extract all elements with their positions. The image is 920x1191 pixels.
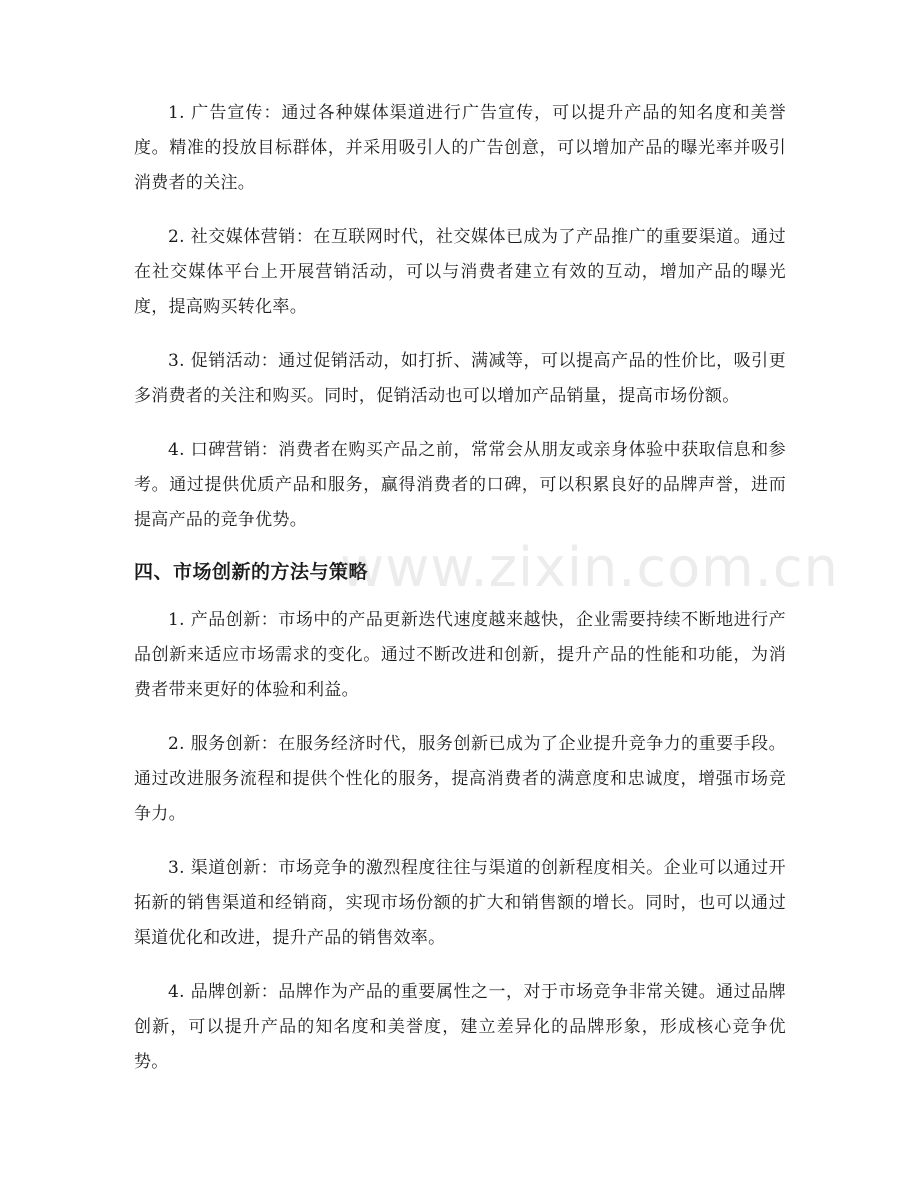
- paragraph-channel-innovation: 3. 渠道创新：市场竞争的激烈程度往往与渠道的创新程度相关。企业可以通过开拓新的销售渠道和经销商，实现市场份额的扩大和销售额的增长。同时，也可以通过渠道优化和改进，提升产品的销售效率。: [134, 858, 786, 948]
- document-body: [134, 96, 786, 1099]
- paragraph-social-media-marketing: 2. 社交媒体营销：在互联网时代，社交媒体已成为了产品推广的重要渠道。通过在社交媒体平台上开展营销活动，可以与消费者建立有效的互动，增加产品的曝光度，提高购买转化率。: [134, 227, 786, 317]
- paragraph-service-innovation: 2. 服务创新：在服务经济时代，服务创新已成为了企业提升竞争力的重要手段。通过改进服务流程和提供个性化的服务，提高消费者的满意度和忠诚度，增强市场竞争力。: [134, 734, 786, 824]
- paragraph-word-of-mouth: 4. 口碑营销：消费者在购买产品之前，常常会从朋友或亲身体验中获取信息和参考。通过提供优质产品和服务，赢得消费者的口碑，可以积累良好的品牌声誉，进而提高产品的竞争优势。: [134, 440, 786, 530]
- paragraph-brand-innovation: 4. 品牌创新：品牌作为产品的重要属性之一，对于市场竞争非常关键。通过品牌创新，可以提升产品的知名度和美誉度，建立差异化的品牌形象，形成核心竞争优势。: [134, 982, 786, 1072]
- watermark: www.zixin.com.cn: [340, 536, 839, 599]
- section-heading: 四、市场创新的方法与策略: [134, 561, 369, 583]
- paragraph-advertising: 1. 广告宣传：通过各种媒体渠道进行广告宣传，可以提升产品的知名度和美誉度。精准的投放目标群体，并采用吸引人的广告创意，可以增加产品的曝光率并吸引消费者的关注。: [134, 103, 786, 193]
- paragraph-product-innovation: 1. 产品创新：市场中的产品更新迭代速度越来越快，企业需要持续不断地进行产品创新来适应市场需求的变化。通过不断改进和创新，提升产品的性能和功能，为消费者带来更好的体验和利益。: [134, 610, 786, 700]
- paragraph-promotions: 3. 促销活动：通过促销活动，如打折、满减等，可以提高产品的性价比，吸引更多消费者的关注和购买。同时，促销活动也可以增加产品销量，提高市场份额。: [134, 351, 786, 406]
